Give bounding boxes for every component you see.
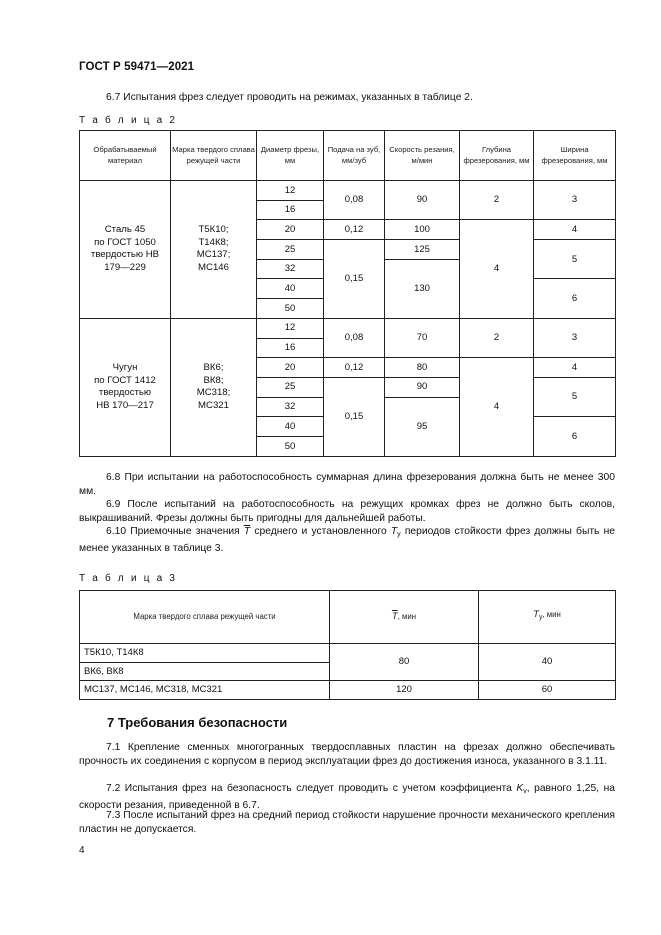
paragraph-6-8: 6.8 При испытании на работоспособность суммарная длина фрезерования должна быть не менее 300 мм. — [79, 472, 615, 498]
table-3-header-row — [80, 591, 616, 644]
width-cell: 5 — [534, 377, 616, 416]
width-cell: 6 — [534, 279, 616, 318]
document-code: ГОСТ Р 59471—2021 — [79, 61, 195, 73]
diameter-cell: 50 — [257, 436, 324, 456]
width-cell: 4 — [534, 220, 616, 240]
feed-cell: 0,08 — [324, 181, 385, 220]
grade-cell: ВК6, ВК8 — [80, 662, 330, 681]
header-t-set: Tу, мин — [479, 591, 616, 644]
table-row — [80, 318, 616, 338]
diameter-cell: 16 — [257, 200, 324, 220]
width-cell: 4 — [534, 358, 616, 378]
paragraph-7-3: 7.3 После испытаний фрез на средний период стойкости нарушение прочности механического крепления пластин не допускается. — [79, 810, 615, 836]
table-3 — [79, 590, 616, 700]
depth-cell: 4 — [460, 358, 534, 456]
table-2-caption: Т а б л и ц а 2 — [79, 115, 178, 126]
grade-cell: Т5К10; Т14К8; МС137; МС146 — [171, 181, 257, 319]
material-cell: Чугун по ГОСТ 1412 твердостью НВ 170—217 — [80, 318, 171, 456]
grade-cell: МС137, МС146, МС318, МС321 — [80, 681, 330, 700]
feed-cell: 0,12 — [324, 220, 385, 240]
speed-cell: 130 — [385, 259, 460, 318]
diameter-cell: 12 — [257, 318, 324, 338]
table-row — [80, 681, 616, 700]
diameter-cell: 12 — [257, 181, 324, 201]
grade-cell: Т5К10, Т14К8 — [80, 644, 330, 663]
speed-cell: 90 — [385, 377, 460, 397]
speed-cell: 80 — [385, 358, 460, 378]
speed-cell: 70 — [385, 318, 460, 357]
diameter-cell: 16 — [257, 338, 324, 358]
table-row — [80, 181, 616, 201]
speed-cell: 100 — [385, 220, 460, 240]
paragraph-6-7: 6.7 Испытания фрез следует проводить на режимах, указанных в таблице 2. — [106, 92, 473, 103]
header-diameter: Диаметр фрезы, мм — [257, 131, 324, 181]
diameter-cell: 32 — [257, 259, 324, 279]
diameter-cell: 40 — [257, 279, 324, 299]
speed-cell: 95 — [385, 397, 460, 456]
table-2 — [79, 130, 616, 457]
grade-cell: ВК6; ВК8; МС318; МС321 — [171, 318, 257, 456]
t-set-cell: 40 — [479, 644, 616, 681]
header-material: Обрабатываемый материал — [80, 131, 171, 181]
feed-cell: 0,12 — [324, 358, 385, 378]
page-number: 4 — [79, 845, 85, 856]
table-3-caption: Т а б л и ц а 3 — [79, 573, 178, 584]
header-feed: Подача на зуб, мм/зуб — [324, 131, 385, 181]
width-cell: 5 — [534, 240, 616, 279]
depth-cell: 2 — [460, 181, 534, 220]
section-7-title: 7 Требования безопасности — [107, 715, 288, 730]
t-mean-cell: 80 — [330, 644, 479, 681]
diameter-cell: 40 — [257, 417, 324, 437]
header-grade: Марка твердого сплава режущей части — [80, 591, 330, 644]
paragraph-6-9: 6.9 После испытаний на работоспособность на режущих кромках фрез не должно быть сколов, выкрашиваний. Фрезы должны быть пригодны для дальнейшей работы. — [79, 499, 615, 525]
header-width: Ширина фрезерования, мм — [534, 131, 616, 181]
material-cell: Сталь 45 по ГОСТ 1050 твердостью НВ 179—229 — [80, 181, 171, 319]
feed-cell: 0,08 — [324, 318, 385, 357]
depth-cell: 4 — [460, 220, 534, 318]
width-cell: 6 — [534, 417, 616, 456]
feed-cell: 0,15 — [324, 377, 385, 456]
feed-cell: 0,15 — [324, 240, 385, 319]
paragraph-7-1: 7.1 Крепление сменных многогранных твердосплавных пластин на фрезах должно обеспечивать прочность их соединения с корпусом в период эксплуатации фрез до достижения износа, указанного в 3.1.11. — [79, 742, 615, 768]
t-mean-cell: 120 — [330, 681, 479, 700]
width-cell: 3 — [534, 318, 616, 357]
header-speed: Скорость резания, м/мин — [385, 131, 460, 181]
diameter-cell: 20 — [257, 358, 324, 378]
paragraph-6-10: 6.10 Приемочные значения $\overline{T}$ среднего и установленного $T_у$ периодов стойкости фрез должны быть не менее указанных в таблице 3. — [79, 526, 615, 555]
table-2-header-row — [80, 131, 616, 181]
diameter-cell: 32 — [257, 397, 324, 417]
header-t-mean: $\overline{T}$, мин — [330, 591, 479, 644]
width-cell: 3 — [534, 181, 616, 220]
depth-cell: 2 — [460, 318, 534, 357]
paragraph-7-2: 7.2 Испытания фрез на безопасность следует проводить с учетом коэффициента $K_v$, равного 1,25, на скорости резания, приведенной в 6.7. — [79, 783, 615, 812]
diameter-cell: 50 — [257, 299, 324, 319]
t-set-cell: 60 — [479, 681, 616, 700]
header-depth: Глубина фрезерования, мм — [460, 131, 534, 181]
speed-cell: 90 — [385, 181, 460, 220]
speed-cell: 125 — [385, 240, 460, 260]
header-grade: Марка твердого сплава режущей части — [171, 131, 257, 181]
diameter-cell: 25 — [257, 240, 324, 260]
diameter-cell: 25 — [257, 377, 324, 397]
diameter-cell: 20 — [257, 220, 324, 240]
table-row — [80, 644, 616, 663]
